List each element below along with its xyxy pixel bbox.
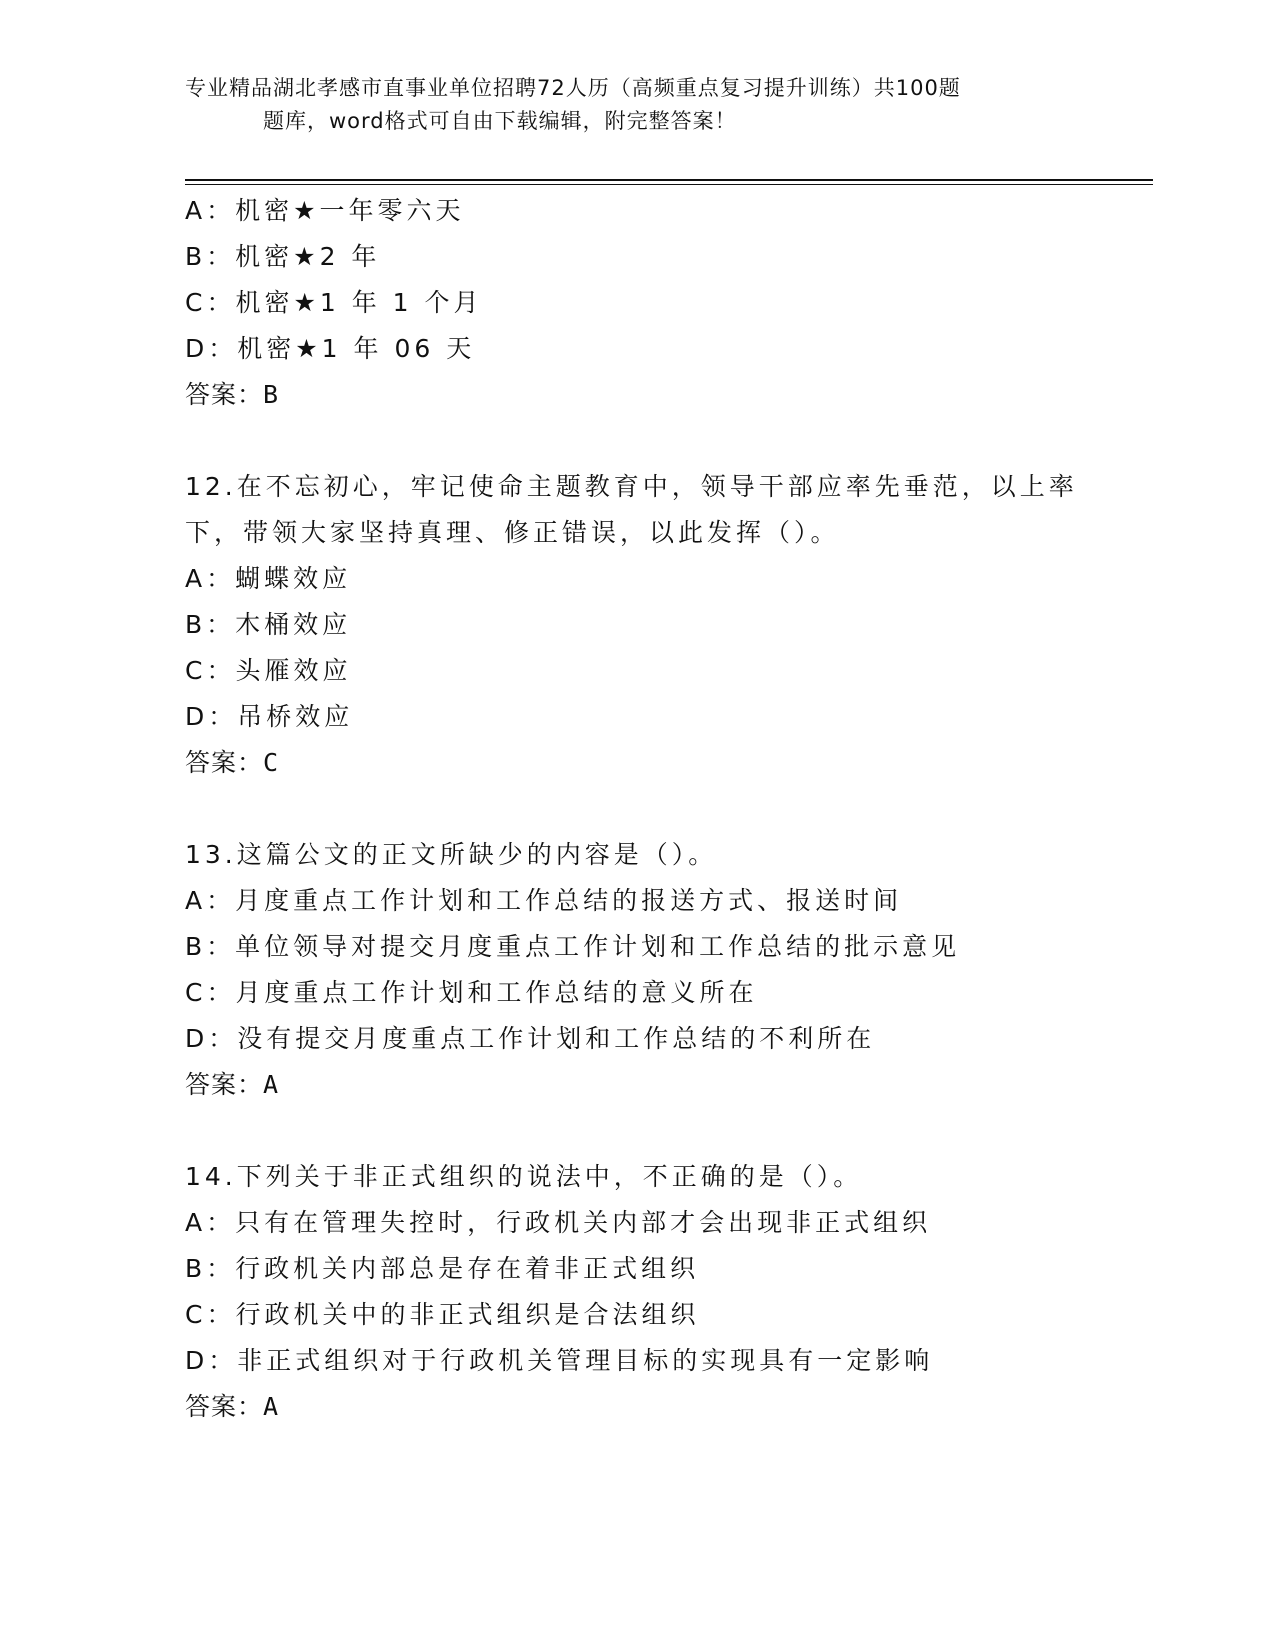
option-b <box>185 602 1085 648</box>
answer-line <box>185 372 1085 418</box>
option-text: 吊桥效应 <box>237 702 354 731</box>
option-label: A： <box>185 564 236 593</box>
question-12 <box>185 464 1085 786</box>
option-text: 木桶效应 <box>235 610 352 639</box>
questions-content <box>185 188 1085 1430</box>
document-header <box>185 72 1085 138</box>
answer-value: C <box>263 748 280 777</box>
option-label: C： <box>185 288 236 317</box>
option-label: B： <box>185 242 236 271</box>
option-text: 行政机关中的非正式组织是合法组织 <box>235 1300 700 1329</box>
option-c <box>185 970 1085 1016</box>
question-stem-continued: 下，带领大家坚持真理、修正错误，以此发挥（）。 <box>185 518 840 547</box>
option-c <box>185 648 1085 694</box>
option-c <box>185 280 1085 326</box>
option-text: 没有提交月度重点工作计划和工作总结的不利所在 <box>237 1024 876 1053</box>
option-text: 非正式组织对于行政机关管理目标的实现具有一定影响 <box>237 1346 934 1375</box>
answer-line <box>185 1062 1085 1108</box>
option-text: 单位领导对提交月度重点工作计划和工作总结的批示意见 <box>235 932 961 961</box>
question-11 <box>185 188 1085 418</box>
header-line-2: 题库，word格式可自由下载编辑，附完整答案！ <box>263 109 737 133</box>
option-label: C： <box>185 978 236 1007</box>
question-stem: 14.下列关于非正式组织的说法中，不正确的是（）。 <box>185 1162 863 1191</box>
option-b <box>185 1246 1085 1292</box>
option-b <box>185 924 1085 970</box>
question-stem: 13.这篇公文的正文所缺少的内容是（）。 <box>185 840 718 869</box>
option-a <box>185 188 1085 234</box>
option-d <box>185 694 1085 740</box>
option-b <box>185 234 1085 280</box>
option-d <box>185 326 1085 372</box>
option-text: 机密★一年零六天 <box>235 196 465 225</box>
option-a <box>185 1200 1085 1246</box>
option-text: 机密★1 年 06 天 <box>237 334 476 363</box>
option-label: B： <box>185 610 236 639</box>
option-text: 月度重点工作计划和工作总结的报送方式、报送时间 <box>235 886 903 915</box>
option-label: D： <box>185 702 238 731</box>
option-c <box>185 1292 1085 1338</box>
answer-value: A <box>263 1070 280 1099</box>
header-rule-thick <box>185 179 1153 181</box>
option-text: 蝴蝶效应 <box>235 564 352 593</box>
question-stem: 12.在不忘初心，牢记使命主题教育中，领导干部应率先垂范，以上率 <box>185 472 1078 501</box>
question-14 <box>185 1154 1085 1430</box>
header-line-1: 专业精品湖北孝感市直事业单位招聘72人历（高频重点复习提升训练）共100题 <box>185 76 961 100</box>
spacer <box>185 786 1085 832</box>
option-text: 只有在管理失控时，行政机关内部才会出现非正式组织 <box>235 1208 932 1237</box>
option-label: C： <box>185 1300 236 1329</box>
option-text: 头雁效应 <box>235 656 352 685</box>
answer-label: 答案： <box>185 1070 264 1099</box>
answer-line <box>185 740 1085 786</box>
spacer <box>185 1108 1085 1154</box>
answer-line <box>185 1384 1085 1430</box>
answer-label: 答案： <box>185 380 264 409</box>
option-label: C： <box>185 656 236 685</box>
option-text: 月度重点工作计划和工作总结的意义所在 <box>235 978 758 1007</box>
answer-value: B <box>263 380 280 409</box>
option-label: D： <box>185 334 238 363</box>
option-label: A： <box>185 886 236 915</box>
option-d <box>185 1016 1085 1062</box>
option-label: B： <box>185 1254 236 1283</box>
option-label: D： <box>185 1346 238 1375</box>
option-a <box>185 556 1085 602</box>
option-label: A： <box>185 1208 236 1237</box>
option-label: B： <box>185 932 236 961</box>
option-label: A： <box>185 196 236 225</box>
option-d <box>185 1338 1085 1384</box>
option-label: D： <box>185 1024 238 1053</box>
answer-label: 答案： <box>185 748 264 777</box>
option-a <box>185 878 1085 924</box>
option-text: 行政机关内部总是存在着非正式组织 <box>235 1254 700 1283</box>
header-rule-thin <box>185 184 1153 185</box>
spacer <box>185 418 1085 464</box>
answer-label: 答案： <box>185 1392 264 1421</box>
question-13 <box>185 832 1085 1108</box>
option-text: 机密★2 年 <box>235 242 381 271</box>
option-text: 机密★1 年 1 个月 <box>235 288 483 317</box>
answer-value: A <box>263 1392 280 1421</box>
